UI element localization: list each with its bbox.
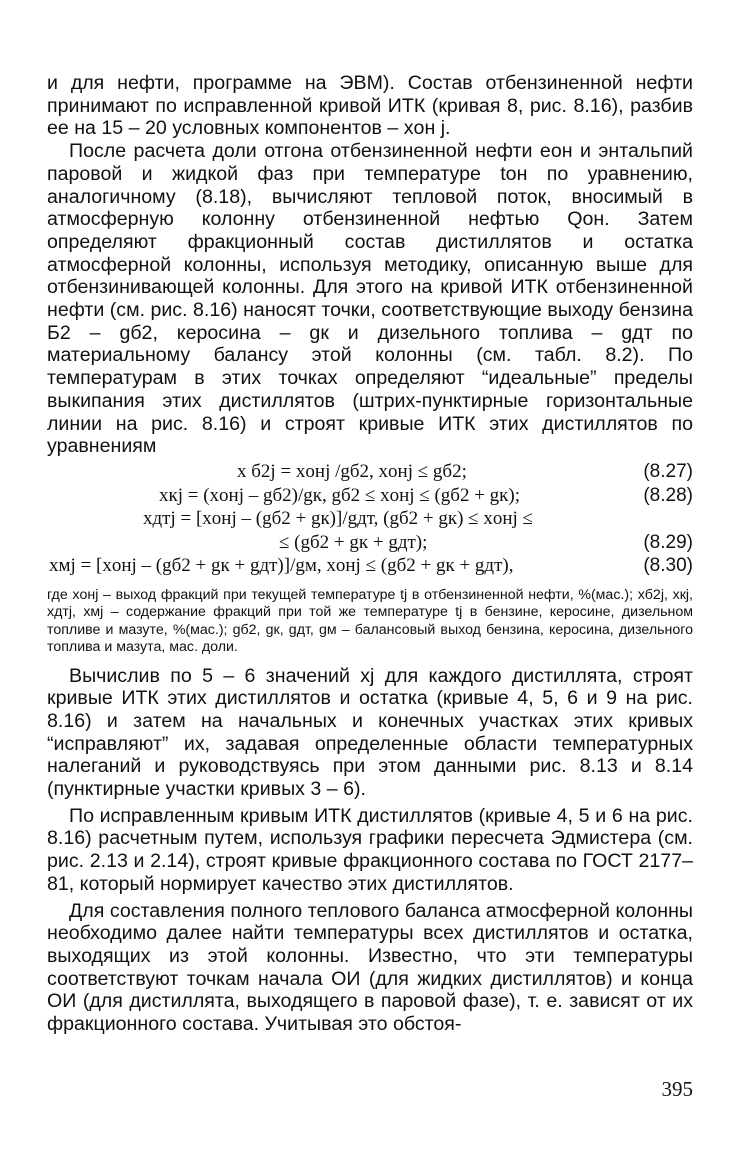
paragraph-heat-balance: Для составления полного теплового баланса атмосферной колонны необходимо далее найти температуры всех дистиллятов и остатка, выходящих из этой колонны. Известно, что эти температуры соответствуют точкам начала ОИ (для жидких дистиллятов) и конца ОИ (для дистиллята, выходящего в паровой фазе), т. е. зависят от их фракционного состава. Учитывая это обстоя- [47, 899, 693, 1036]
page-number: 395 [661, 1077, 693, 1101]
equation-number: (8.30) [643, 555, 693, 577]
equation-number: (8.29) [643, 531, 693, 553]
equation-8-29-line2 [47, 532, 693, 556]
equation-8-30 [47, 555, 693, 579]
equation-8-29-line1 [47, 508, 693, 532]
paragraph-edmister: По исправленным кривым ИТК дистиллятов (кривые 4, 5 и 6 на рис. 8.16) расчетным путем, используя графики пересчета Эдмистера (см. рис. 2.13 и 2.14), строят кривые фракционного состава по ГОСТ 2177–81, который нормирует качество этих дистиллятов. [47, 804, 693, 895]
paragraph-curves: Вычислив по 5 – 6 значений xj для каждого дистиллята, строят кривые ИТК этих дистиллятов и остатка (кривые 4, 5, 6 и 9 на рис. 8.16) и затем на начальных и конечных участках этих кривых “исправляют” их, задавая определенные области температурных налеганий и руководствуясь при этом данными рис. 8.13 и 8.14 (пунктирные участки кривых 3 – 6). [47, 664, 693, 801]
equation-text: ≤ (gб2 + gк + gдт); [279, 531, 428, 553]
equation-number: (8.28) [643, 484, 693, 506]
equation-text: xкj = (xонj – gб2)/gк, gб2 ≤ xонj ≤ (gб2 + gк); [159, 484, 521, 506]
equation-block [47, 461, 693, 579]
equation-text: xмj = [xонj – (gб2 + gк + gдт)]/gм, xонj ≤ (gб2 + gк + gдт), [49, 555, 514, 577]
paragraph-calculation: После расчета доли отгона отбензиненной нефти eон и энтальпий паровой и жидкой фаз при температуре tон по уравнению, аналогичному (8.18), вычисляют тепловой поток, вносимый в атмосферную колонну отбензиненной нефтью Qон. Затем определяют фракционный состав дистиллятов и остатка атмосферной колонны, используя методику, описанную выше для отбензинивающей колонны. Для этого на кривой ИТК отбензиненной нефти (см. рис. 8.16) наносят точки, соответствующие выходу бензина Б2 – gб2, керосина – gк и дизельного топлива – gдт по материальному балансу этой колонны (см. табл. 8.2). По температурам в этих точках определяют “идеальные” пределы выкипания этих дистиллятов (штрих-пунктирные горизонтальные линии на рис. 8.16) и строят кривые ИТК этих дистиллятов по уравнениям [47, 140, 693, 458]
spacer [47, 657, 693, 665]
equation-8-28 [47, 485, 693, 509]
equation-number: (8.27) [643, 460, 693, 482]
equation-8-27 [47, 461, 693, 485]
equation-text: xдтj = [xонj – (gб2 + gк)]/gдт, (gб2 + gк) ≤ xонj ≤ [143, 508, 533, 530]
equation-notation-note: где xонj – выход фракций при текущей температуре tj в отбензиненной нефти, %(мас.); xб2j, xкj, xдтj, xмj – содержание фракций при той же температуре tj в бензине, керосине, дизельном топливе и мазуте, %(мас.); gб2, gк, gдт, gм – балансовый выход бензина, керосина, дизельного топлива и мазута, мас. доли. [47, 586, 693, 656]
equation-text: x б2j = xонj /gб2, xонj ≤ gб2; [237, 460, 467, 482]
paragraph-intro: и для нефти, программе на ЭВМ). Состав отбензиненной нефти принимают по исправленной кривой ИТК (кривая 8, рис. 8.16), разбив ее на 15 – 20 условных компонентов – xон j. [47, 72, 693, 140]
